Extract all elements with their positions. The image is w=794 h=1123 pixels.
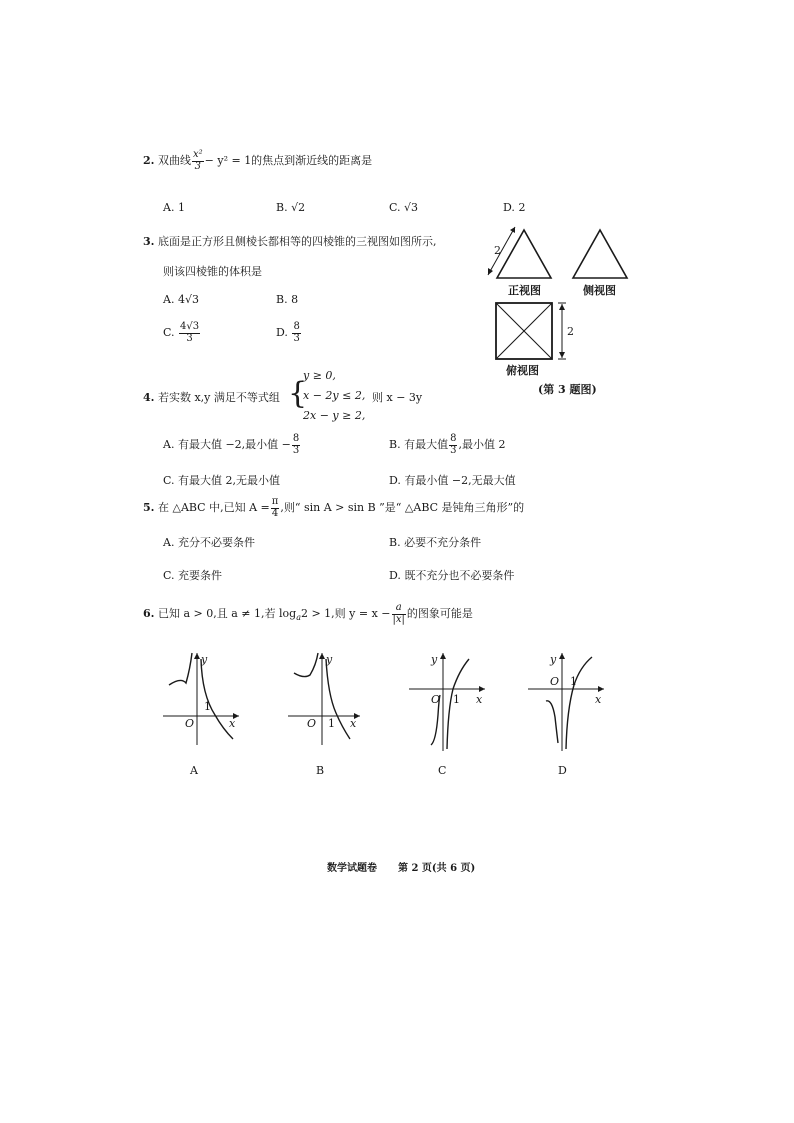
x-label: x: [595, 693, 602, 706]
footer-page: 第 2 页(共 6 页): [397, 863, 476, 874]
q4-ineq-3: 2x − y ≥ 2,: [303, 409, 366, 422]
curve-left-branch: [169, 653, 192, 685]
y-label: y: [550, 653, 557, 666]
option-text: 必要不充分条件: [404, 536, 482, 549]
q4-stem-b: 则 x − 3y: [372, 391, 423, 404]
arrow-head: [194, 653, 200, 659]
q2-number: 2.: [143, 154, 155, 167]
option-letter: D.: [276, 326, 288, 339]
option-letter: C.: [163, 474, 175, 487]
tick-one-label: 1: [453, 693, 460, 706]
q4-option-a: [163, 434, 301, 456]
option-letter: C.: [163, 326, 175, 339]
y-label: y: [201, 653, 208, 666]
arrow-head: [440, 653, 446, 659]
q4-number: 4.: [143, 391, 155, 404]
option-letter: D.: [389, 569, 401, 582]
x-label: x: [350, 717, 357, 730]
option-text: 充要条件: [178, 569, 223, 582]
side-view-triangle: [573, 230, 627, 278]
option-text: 有最大值 −2,最小值 −: [177, 438, 291, 451]
graph-c-label: C: [438, 764, 447, 777]
option-fraction: [449, 434, 457, 456]
frac-den: 3: [292, 444, 300, 456]
graph-a: [155, 645, 255, 755]
option-text: 充分不必要条件: [177, 536, 255, 549]
graph-a-label: A: [190, 764, 198, 777]
q2-frac-num: x²: [192, 149, 203, 160]
graph-c: [403, 645, 503, 755]
q3-option-a: [163, 293, 199, 306]
frac-num: π: [271, 496, 279, 507]
option-letter: A.: [163, 293, 175, 306]
frac-num: 8: [293, 321, 300, 332]
option-text: 有最大值 2,无最小值: [178, 474, 281, 487]
option-letter: B.: [276, 201, 288, 214]
tick-one-label: 1: [328, 717, 335, 730]
q5-option-a: [163, 534, 255, 550]
frac-den: 3: [186, 332, 193, 344]
q2-frac-den: 3: [194, 160, 201, 172]
q4-option-b: [389, 434, 505, 456]
frac-den: 3: [293, 332, 300, 344]
arrow-head: [559, 653, 565, 659]
option-letter: C.: [163, 569, 175, 582]
q6-log-base: a: [296, 613, 301, 623]
q2-fraction: [192, 150, 204, 172]
option-letter: C.: [389, 201, 401, 214]
option-fraction: [179, 322, 200, 344]
x-label: x: [476, 693, 483, 706]
option-text: 有最小值 −2,无最大值: [404, 474, 516, 487]
tick-one-label: 1: [570, 675, 577, 688]
graph-b-label: B: [316, 764, 325, 777]
arrow-head: [479, 686, 485, 692]
origin-label: O: [185, 717, 195, 730]
graph-d: [522, 645, 622, 755]
side-view-label: 侧视图: [583, 284, 616, 297]
q5-stem: [143, 497, 524, 519]
q4-stem-text: 若实数 x,y 满足不等式组: [157, 391, 280, 404]
option-text: 1: [177, 201, 185, 214]
x-label: x: [229, 717, 236, 730]
frac-den: |x|: [392, 613, 405, 625]
q3-option-b: [276, 293, 298, 306]
option-text: 4√3: [177, 293, 199, 306]
option-letter: A.: [163, 536, 175, 549]
q4-option-d: [389, 472, 516, 488]
q3-stem-text: 底面是正方形且侧棱长都相等的四棱锥的三视图如图所示,: [157, 235, 437, 248]
graph-d-label: D: [558, 764, 567, 777]
top-view-label: 俯视图: [506, 364, 539, 377]
frac-num: a: [392, 603, 406, 615]
q2-option-a: [163, 201, 185, 214]
q6-stem-b: 2 > 1,则 y = x −: [300, 607, 391, 620]
q2-option-c: [389, 201, 418, 214]
q5-option-d: [389, 567, 514, 583]
curve-left-branch: [294, 653, 318, 677]
q4-option-c: [163, 472, 280, 488]
q6-number: 6.: [143, 607, 155, 620]
q5-option-c: [163, 567, 222, 583]
q5-number: 5.: [143, 501, 155, 514]
tick-one-label: 1: [204, 700, 211, 713]
curve-right-branch: [566, 657, 592, 749]
arrow-head: [598, 686, 604, 692]
front-dimension-line: [488, 227, 515, 275]
q4-ineq-2: x − 2y ≤ 2,: [303, 389, 366, 402]
q3-option-d: [276, 322, 302, 344]
option-letter: D.: [503, 201, 515, 214]
arrow-head: [559, 304, 565, 310]
q2-stem: [143, 150, 372, 172]
top-dimension-label: 2: [567, 325, 574, 338]
q5-stem-a: 在 △ABC 中,已知 A =: [157, 501, 270, 514]
option-text: 2: [518, 201, 526, 214]
q2-stem-b: − y² = 1的焦点到渐近线的距离是: [204, 154, 373, 167]
q4-brace: {: [288, 376, 308, 411]
option-text: √3: [404, 201, 419, 214]
front-view-triangle: [497, 230, 551, 278]
curve-left-branch: [546, 701, 558, 743]
front-view-label: 正视图: [508, 284, 541, 297]
q6-stem: [143, 603, 473, 625]
q4-stem-a: [143, 389, 280, 405]
frac-den: 4: [271, 507, 279, 519]
footer: [327, 859, 475, 874]
y-label: y: [326, 653, 333, 666]
option-letter: B.: [389, 438, 401, 451]
q5-fraction: [271, 497, 280, 519]
option-fraction: [292, 322, 300, 344]
graph-b: [280, 645, 380, 755]
option-text: ,最小值 2: [458, 438, 506, 451]
q2-option-b: [276, 201, 305, 214]
origin-label: O: [307, 717, 317, 730]
arrow-head: [488, 268, 493, 275]
option-text: 8: [291, 293, 299, 306]
frac-num: 4√3: [180, 321, 200, 332]
y-label: y: [431, 653, 438, 666]
option-text: √2: [291, 201, 306, 214]
arrow-head: [559, 352, 565, 358]
q6-stem-c: 的图象可能是: [406, 607, 473, 620]
q2-option-d: [503, 201, 525, 214]
q3-stem-2: 则该四棱锥的体积是: [163, 265, 262, 278]
option-letter: A.: [163, 201, 175, 214]
origin-label: O: [431, 693, 441, 706]
front-dimension-label: 2: [494, 244, 501, 257]
q3-number: 3.: [143, 235, 155, 248]
q6-fraction: [392, 603, 406, 625]
origin-label: O: [550, 675, 560, 688]
frac-den: 3: [450, 444, 457, 456]
q2-stem-a: 双曲线: [157, 154, 191, 167]
frac-num: 8: [450, 433, 457, 444]
option-letter: A.: [163, 438, 175, 451]
option-letter: B.: [276, 293, 288, 306]
q3-option-c: [163, 322, 201, 344]
arrow-head: [319, 653, 325, 659]
option-letter: B.: [389, 536, 401, 549]
option-text: 既不充分也不必要条件: [404, 569, 515, 582]
option-letter: D.: [389, 474, 401, 487]
option-text: 有最大值: [404, 438, 449, 451]
figure-caption: (第 3 题图): [538, 383, 597, 396]
q4-ineq-1: y ≥ 0,: [303, 369, 336, 382]
q5-stem-b: ,则“ sin A > sin B ”是“ △ABC 是钝角三角形”的: [280, 501, 525, 514]
frac-num: 8: [292, 433, 300, 444]
q6-stem-a: 已知 a > 0,且 a ≠ 1,若 log: [157, 607, 297, 620]
option-fraction: [292, 434, 300, 456]
q3-three-view-figure: [480, 218, 630, 396]
footer-subject: 数学试题卷: [327, 863, 377, 874]
q5-option-b: [389, 534, 481, 550]
q3-stem: [143, 233, 436, 249]
